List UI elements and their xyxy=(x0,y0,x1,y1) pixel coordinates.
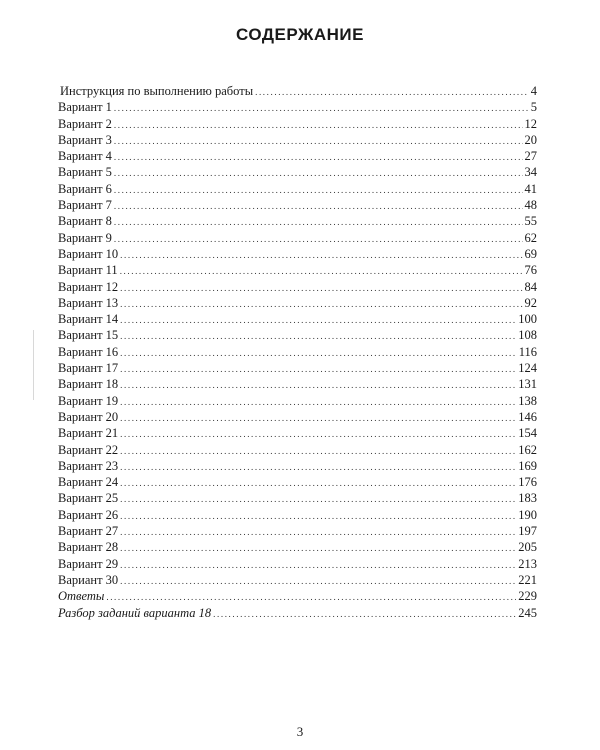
toc-entry xyxy=(58,605,537,621)
toc-entry-label: Вариант 27 xyxy=(58,524,119,539)
dot-leader xyxy=(114,182,523,198)
scan-artifact xyxy=(33,330,34,400)
toc-entry-label: Вариант 12 xyxy=(58,279,119,294)
toc-entry-label: Вариант 19 xyxy=(58,393,119,408)
toc-entry-label: Вариант 8 xyxy=(58,214,112,229)
toc-entry-page: 169 xyxy=(518,458,537,473)
toc-entry-label: Ответы xyxy=(58,589,105,604)
page-number: 3 xyxy=(296,724,304,739)
dot-leader xyxy=(114,198,523,214)
toc-entry-page: 5 xyxy=(530,100,537,115)
toc-entry-page: 12 xyxy=(524,116,537,131)
toc-entry-page: 4 xyxy=(530,84,537,98)
toc-entry-label: Вариант 25 xyxy=(58,491,119,506)
dot-leader xyxy=(213,606,516,622)
toc-entry xyxy=(58,246,537,262)
toc-entry xyxy=(58,311,537,327)
toc-entry-label: Вариант 5 xyxy=(58,165,112,180)
toc-entry xyxy=(58,344,537,360)
toc-entry-label: Вариант 13 xyxy=(58,295,119,310)
dot-leader xyxy=(114,100,529,116)
toc-entry-label: Вариант 20 xyxy=(58,409,119,424)
toc-entry xyxy=(58,164,537,180)
toc-entry-page: 131 xyxy=(518,377,537,392)
dot-leader xyxy=(120,394,516,410)
toc-entry-label: Вариант 21 xyxy=(58,426,119,441)
dot-leader xyxy=(120,475,516,491)
toc-entry xyxy=(58,474,537,490)
toc-entry xyxy=(58,83,537,99)
toc-entry xyxy=(58,376,537,392)
toc-entry-label: Вариант 16 xyxy=(58,344,119,359)
toc-entry xyxy=(58,507,537,523)
toc-entry-page: 84 xyxy=(524,279,537,294)
toc-entry-label: Вариант 3 xyxy=(58,132,112,147)
dot-leader xyxy=(120,557,516,573)
dot-leader xyxy=(120,508,516,524)
page-title: СОДЕРЖАНИЕ xyxy=(236,25,364,44)
toc-entry-label: Вариант 24 xyxy=(58,475,119,490)
toc-entry-label: Вариант 1 xyxy=(58,100,112,115)
toc-entry-page: 197 xyxy=(518,524,537,539)
dot-leader xyxy=(120,280,522,296)
dot-leader xyxy=(106,589,516,605)
dot-leader xyxy=(120,377,516,393)
toc-entry-page: 34 xyxy=(524,165,537,180)
toc-entry-page: 213 xyxy=(518,556,537,571)
toc-entry xyxy=(58,539,537,555)
toc-entry-label: Вариант 30 xyxy=(58,572,119,587)
dot-leader xyxy=(120,361,516,377)
toc-entry-label: Вариант 4 xyxy=(58,149,112,164)
dot-leader xyxy=(114,231,523,247)
toc-entry-page: 92 xyxy=(524,295,537,310)
toc-entry xyxy=(58,588,537,604)
toc-entry-page: 76 xyxy=(524,263,537,278)
toc-entry xyxy=(58,181,537,197)
toc-entry-page: 55 xyxy=(524,214,537,229)
toc-entry-page: 41 xyxy=(524,181,537,196)
toc-entry-label: Вариант 7 xyxy=(58,198,112,213)
toc-entry-page: 20 xyxy=(524,132,537,147)
toc-entry-page: 221 xyxy=(518,572,537,587)
toc-entry xyxy=(58,262,537,278)
dot-leader xyxy=(120,345,517,361)
dot-leader xyxy=(114,214,523,230)
toc-entry-page: 205 xyxy=(518,540,537,555)
toc-entry-label: Вариант 15 xyxy=(58,328,119,343)
toc-entry-label: Вариант 29 xyxy=(58,556,119,571)
toc-entry-label: Вариант 18 xyxy=(58,377,119,392)
dot-leader xyxy=(114,133,523,149)
dot-leader xyxy=(114,149,523,165)
toc-entry xyxy=(58,279,537,295)
dot-leader xyxy=(120,524,516,540)
toc-entry-label: Вариант 14 xyxy=(58,312,119,327)
dot-leader xyxy=(120,459,516,475)
toc-entry xyxy=(58,148,537,164)
toc-entry-label: Разбор заданий варианта 18 xyxy=(58,605,212,620)
toc-entry xyxy=(58,230,537,246)
dot-leader xyxy=(114,165,523,181)
dot-leader xyxy=(255,84,529,100)
toc-entry-label: Вариант 23 xyxy=(58,458,119,473)
toc-entry xyxy=(58,490,537,506)
toc-entry xyxy=(58,442,537,458)
toc-entry xyxy=(58,99,537,115)
toc-entry xyxy=(58,213,537,229)
toc-entry-page: 190 xyxy=(518,507,537,522)
toc-entry-page: 176 xyxy=(518,475,537,490)
dot-leader xyxy=(120,328,516,344)
dot-leader xyxy=(120,263,523,279)
toc-entry-label: Инструкция по выполнению работы xyxy=(60,84,254,98)
dot-leader xyxy=(114,117,523,133)
toc-entry-page: 162 xyxy=(518,442,537,457)
toc-entry xyxy=(58,327,537,343)
toc-entry-label: Вариант 2 xyxy=(58,116,112,131)
toc-entry-label: Вариант 28 xyxy=(58,540,119,555)
toc-entry-label: Вариант 9 xyxy=(58,230,112,245)
toc-entry xyxy=(58,132,537,148)
toc-entry xyxy=(58,556,537,572)
toc-entry-label: Вариант 17 xyxy=(58,361,119,376)
toc-entry xyxy=(58,360,537,376)
toc-entry-page: 69 xyxy=(524,246,537,261)
dot-leader xyxy=(120,573,516,589)
toc-entry xyxy=(58,572,537,588)
toc-entry-label: Вариант 11 xyxy=(58,263,118,278)
toc-entry-page: 124 xyxy=(518,361,537,376)
toc-entry-label: Вариант 26 xyxy=(58,507,119,522)
toc-entry-page: 27 xyxy=(524,149,537,164)
toc-entry xyxy=(58,116,537,132)
toc-entry xyxy=(58,523,537,539)
toc-entry-page: 116 xyxy=(518,344,537,359)
toc-entry-page: 100 xyxy=(518,312,537,327)
toc-entry xyxy=(58,458,537,474)
dot-leader xyxy=(120,247,522,263)
toc-entry-page: 154 xyxy=(518,426,537,441)
dot-leader xyxy=(120,540,516,556)
dot-leader xyxy=(120,296,522,312)
toc-entry xyxy=(58,295,537,311)
toc-entry-page: 183 xyxy=(518,491,537,506)
dot-leader xyxy=(120,491,516,507)
dot-leader xyxy=(120,410,516,426)
toc-entry-page: 146 xyxy=(518,409,537,424)
toc-entry-label: Вариант 10 xyxy=(58,246,119,261)
toc-entry xyxy=(58,393,537,409)
toc-entry xyxy=(58,197,537,213)
toc-entry-label: Вариант 22 xyxy=(58,442,119,457)
toc-entry-label: Вариант 6 xyxy=(58,181,112,196)
toc-entry xyxy=(58,409,537,425)
table-of-contents xyxy=(58,83,537,621)
dot-leader xyxy=(120,426,516,442)
toc-entry-page: 138 xyxy=(518,393,537,408)
dot-leader xyxy=(120,312,516,328)
toc-entry-page: 108 xyxy=(518,328,537,343)
toc-entry-page: 62 xyxy=(524,230,537,245)
toc-entry xyxy=(58,425,537,441)
toc-entry-page: 48 xyxy=(524,198,537,213)
toc-entry-page: 229 xyxy=(518,589,537,604)
dot-leader xyxy=(120,443,516,459)
toc-entry-page: 245 xyxy=(518,605,537,620)
